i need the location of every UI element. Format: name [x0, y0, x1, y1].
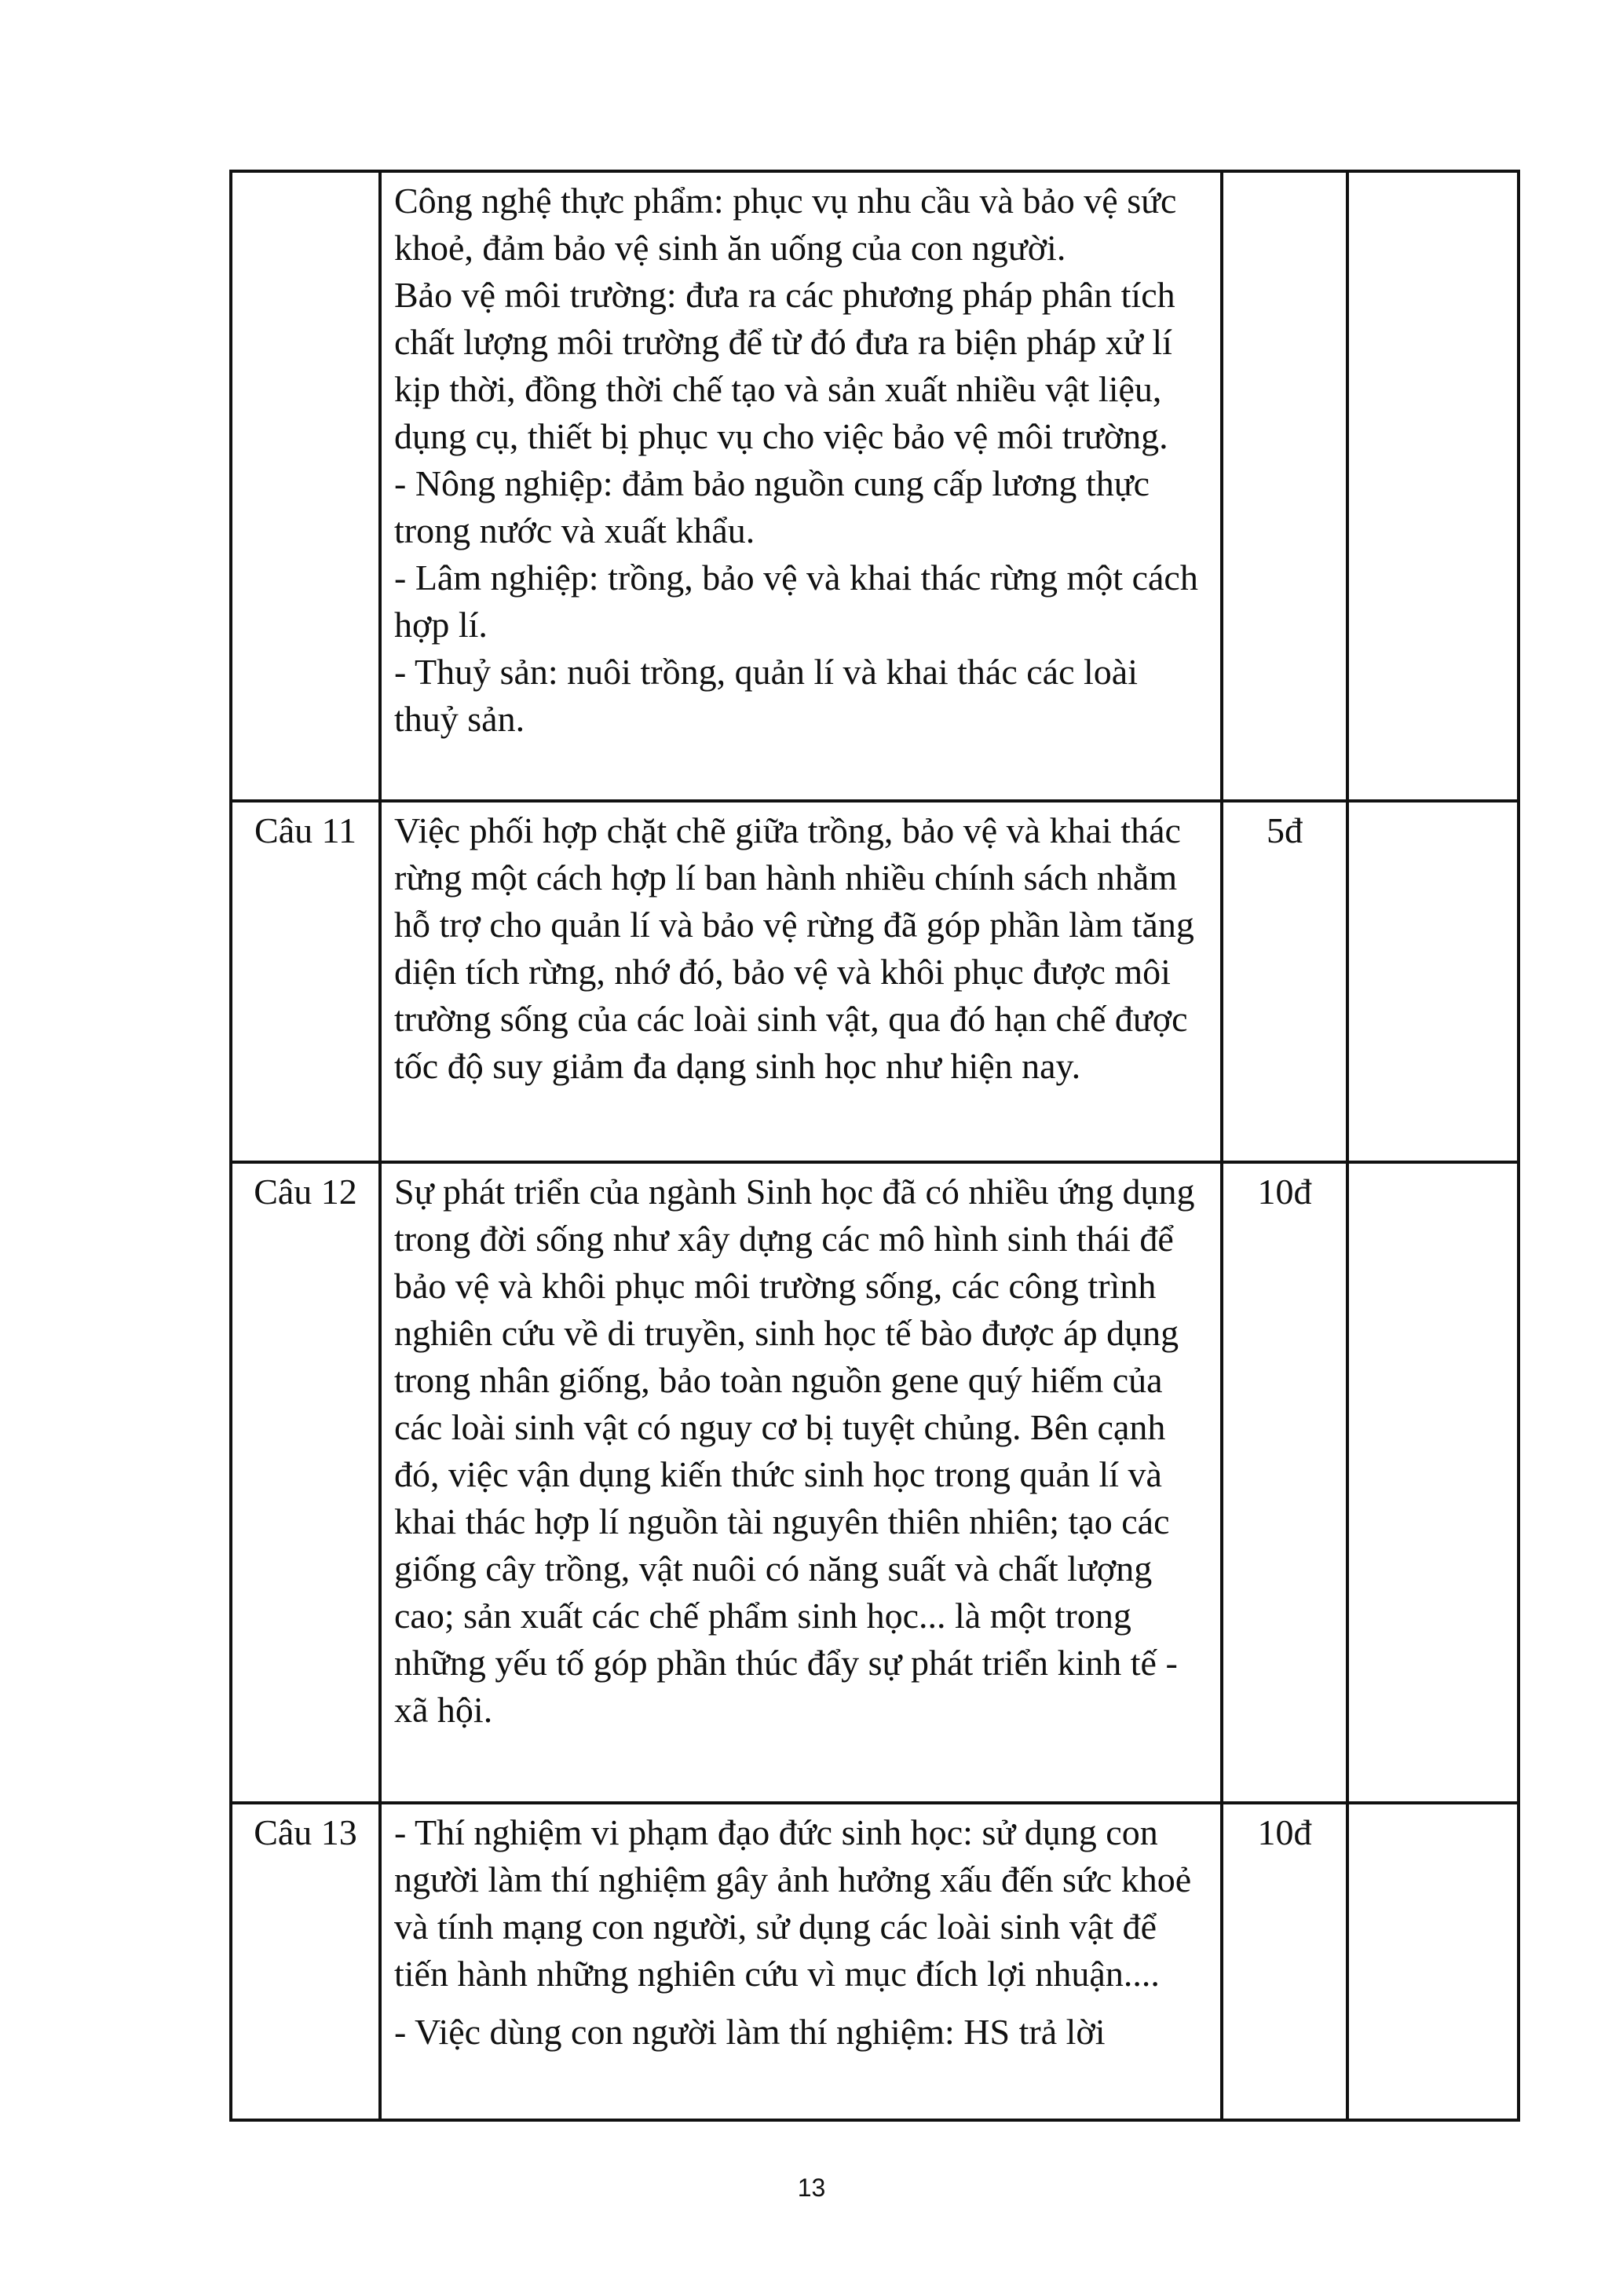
content-paragraph: Công nghệ thực phẩm: phục vụ nhu cầu và bảo vệ sức khoẻ, đảm bảo vệ sinh ăn uống của con người. — [394, 181, 1177, 268]
extra-cell — [1347, 171, 1519, 801]
score-cell: 10đ — [1222, 1803, 1347, 2120]
content-cell — [380, 1803, 1222, 2120]
extra-cell — [1347, 801, 1519, 1162]
page-number: 13 — [797, 2174, 826, 2202]
content-cell — [380, 1162, 1222, 1803]
question-cell: Câu 11 — [231, 801, 380, 1162]
table-row — [231, 1162, 1519, 1803]
table-row — [231, 1803, 1519, 2120]
content-paragraph: Việc phối hợp chặt chẽ giữa trồng, bảo vệ và khai thác rừng một cách hợp lí ban hành nhiều chính sách nhằm hỗ trợ cho quản lí và bảo vệ rừng đã góp phần làm tăng diện tích rừng, nhớ đó, bảo vệ và khôi phục được môi trường sống của các loài sinh vật, qua đó hạn chế được tốc độ suy giảm đa dạng sinh học như hiện nay. — [394, 810, 1194, 1086]
content-paragraph: - Thí nghiệm vi phạm đạo đức sinh học: sử dụng con người làm thí nghiệm gây ảnh hưởng xấu đến sức khoẻ và tính mạng con người, sử dụng các loài sinh vật để tiến hành những nghiên cứu vì mục đích lợi nhuận.... — [394, 1812, 1192, 1994]
content-paragraph: Bảo vệ môi trường: đưa ra các phương pháp phân tích chất lượng môi trường để từ đó đưa ra biện pháp xử lí kịp thời, đồng thời chế tạo và sản xuất nhiều vật liệu, dụng cụ, thiết bị phục vụ cho việc bảo vệ môi trường. — [394, 275, 1175, 456]
score-cell: 5đ — [1222, 801, 1347, 1162]
extra-cell — [1347, 1803, 1519, 2120]
content-paragraph: - Việc dùng con người làm thí nghiệm: HS trả lời — [394, 2012, 1106, 2052]
question-cell — [231, 171, 380, 801]
table-row — [231, 171, 1519, 801]
extra-cell — [1347, 1162, 1519, 1803]
score-cell — [1222, 171, 1347, 801]
content-cell — [380, 801, 1222, 1162]
score-cell: 10đ — [1222, 1162, 1347, 1803]
table-row — [231, 801, 1519, 1162]
question-cell: Câu 13 — [231, 1803, 380, 2120]
content-paragraph: Sự phát triển của ngành Sinh học đã có nhiều ứng dụng trong đời sống như xây dựng các mô hình sinh thái để bảo vệ và khôi phục môi trường sống, các công trình nghiên cứu về di truyền, sinh học tế bào được áp dụng trong nhân giống, bảo toàn nguồn gene quý hiếm của các loài sinh vật có nguy cơ bị tuyệt chủng. Bên cạnh đó, việc vận dụng kiến thức sinh học trong quản lí và khai thác hợp lí nguồn tài nguyên thiên nhiên; tạo các giống cây trồng, vật nuôi có năng suất và chất lượng cao; sản xuất các chế phẩm sinh học... là một trong những yếu tố góp phần thúc đẩy sự phát triển kinh tế - xã hội. — [394, 1172, 1195, 1730]
content-paragraph: - Thuỷ sản: nuôi trồng, quản lí và khai thác các loài thuỷ sản. — [394, 652, 1138, 739]
content-cell — [380, 171, 1222, 801]
content-paragraph: - Lâm nghiệp: trồng, bảo vệ và khai thác rừng một cách hợp lí. — [394, 558, 1198, 645]
question-cell: Câu 12 — [231, 1162, 380, 1803]
content-paragraph: - Nông nghiệp: đảm bảo nguồn cung cấp lương thực trong nước và xuất khẩu. — [394, 463, 1150, 550]
answer-table — [229, 170, 1520, 2122]
